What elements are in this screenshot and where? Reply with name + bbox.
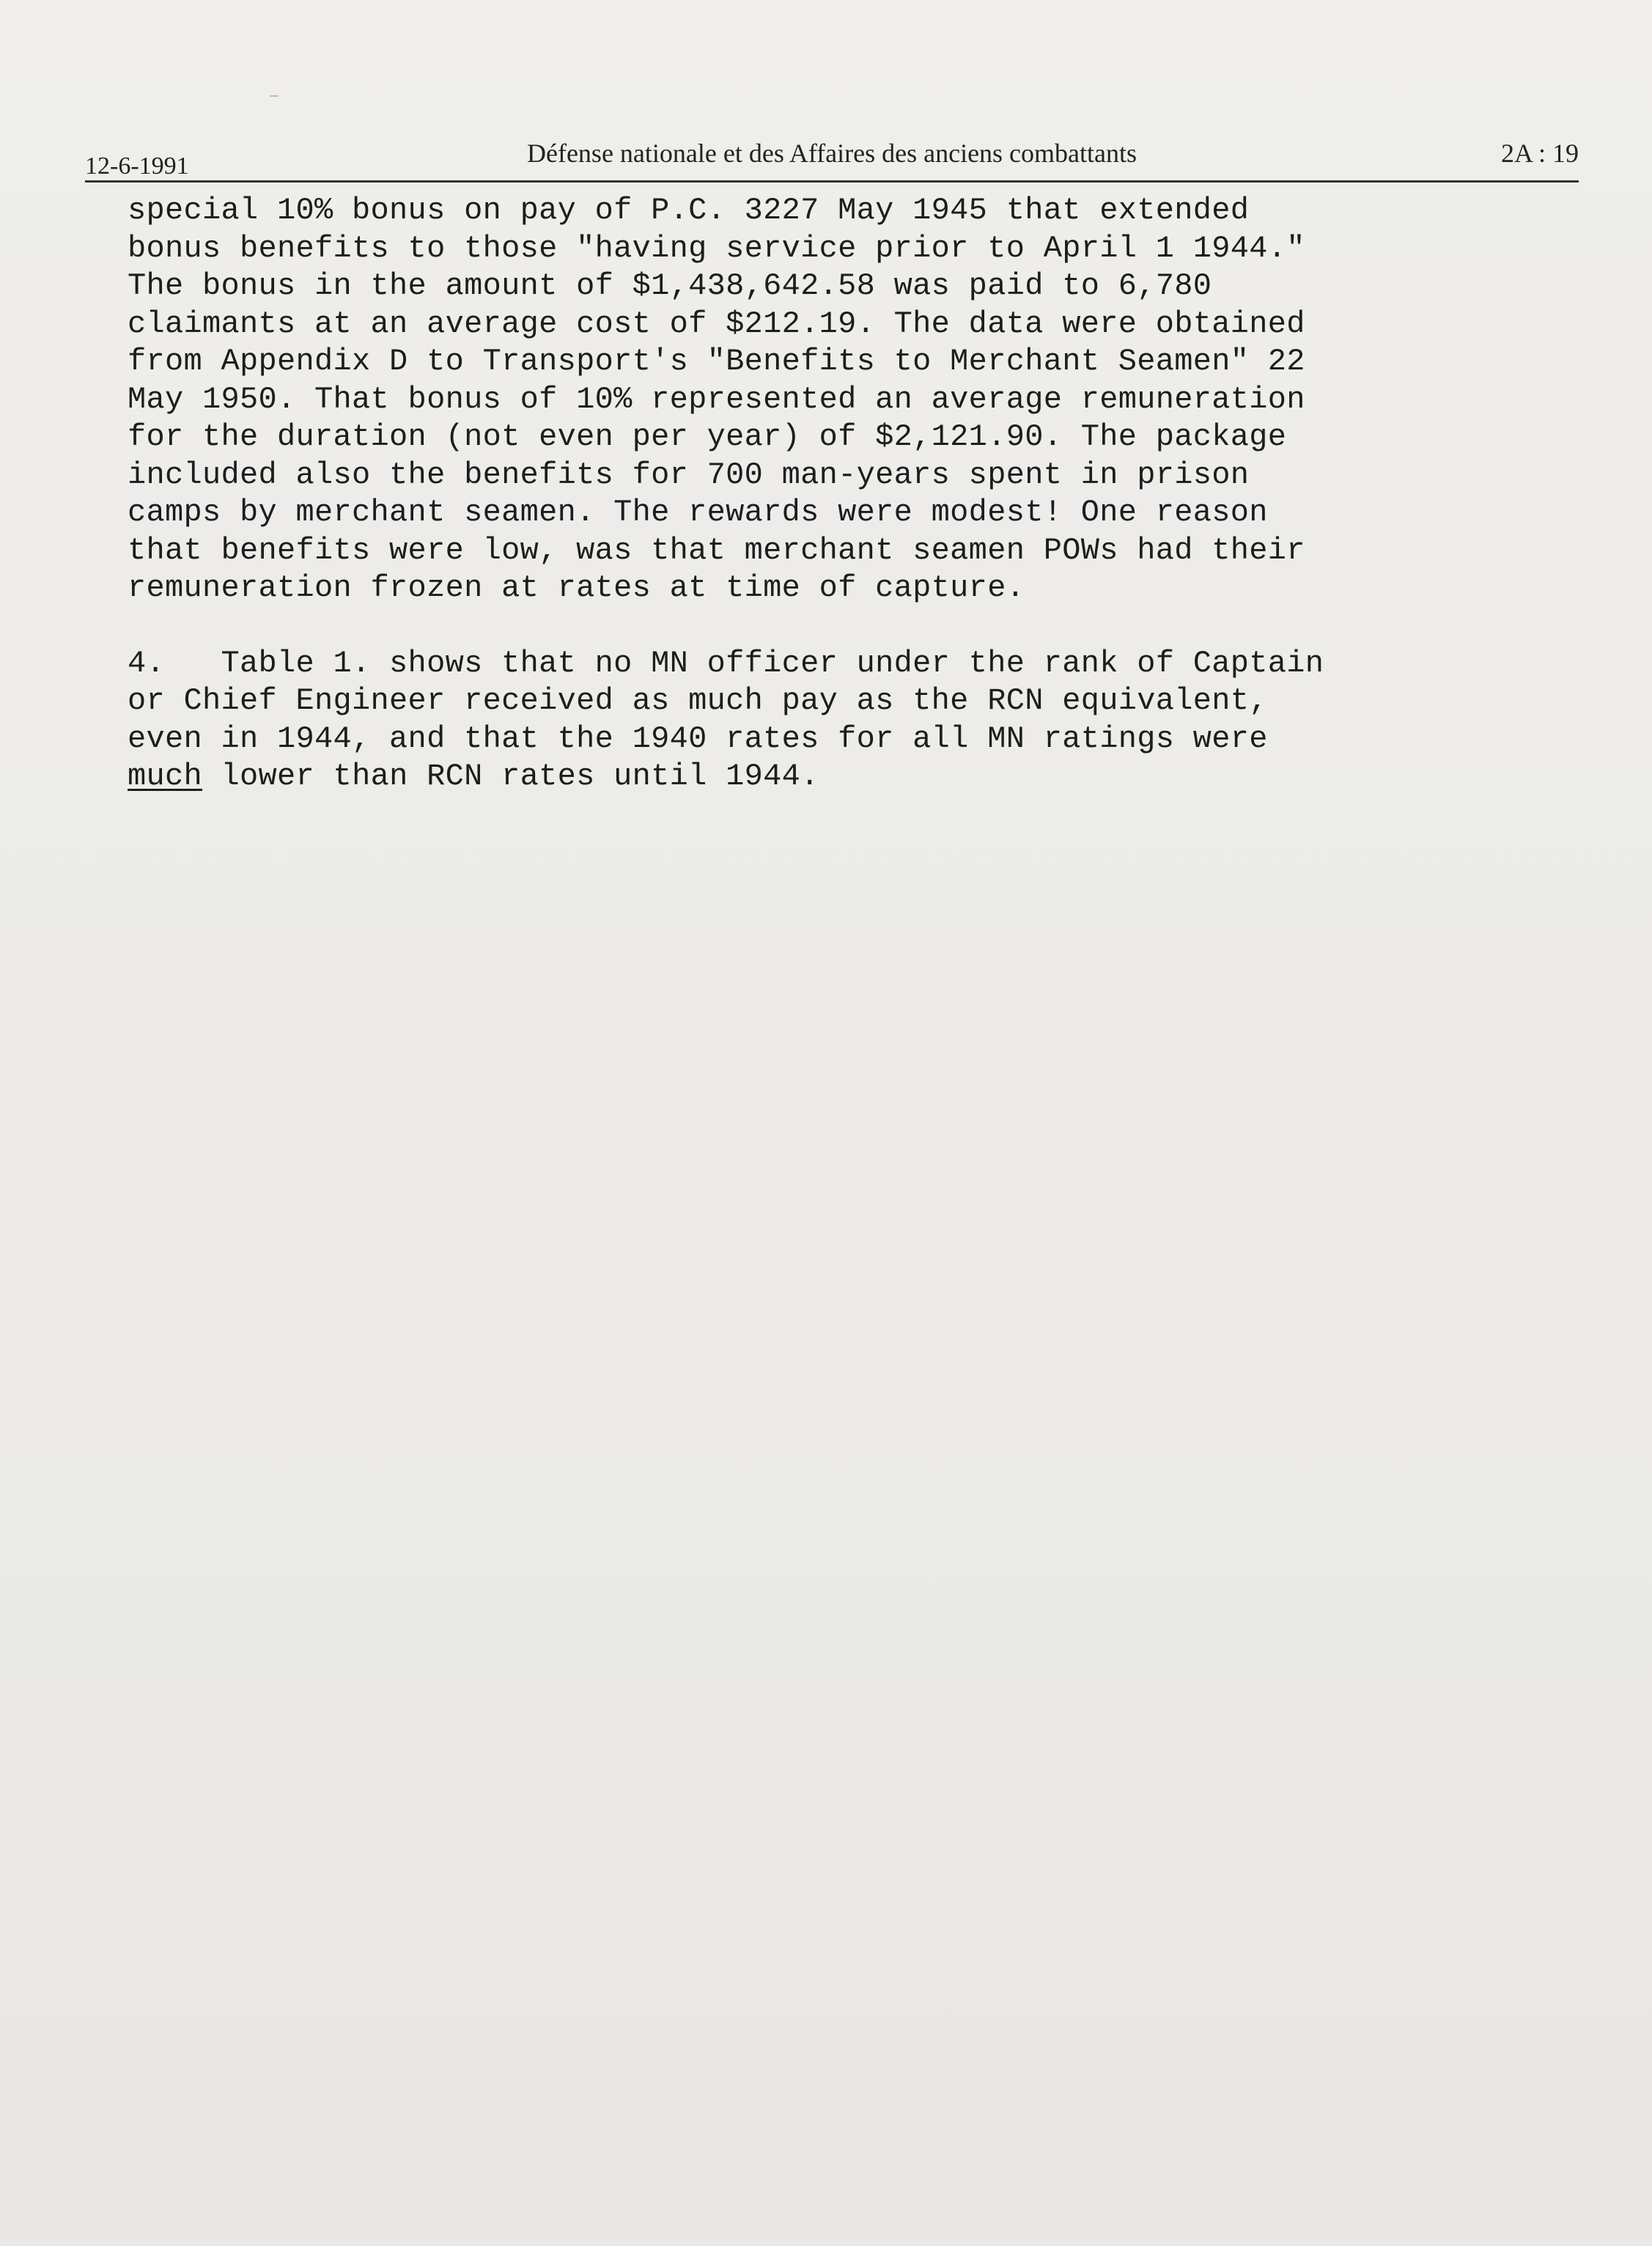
paragraph-gap: [128, 608, 1564, 645]
paragraph-bonus: [128, 192, 1564, 608]
underlined-word: much: [128, 759, 203, 794]
paragraph-table-note: [128, 645, 1564, 796]
text-line: camps by merchant seamen. The rewards were modest! One reason: [128, 495, 1268, 530]
text-line: bonus benefits to those "having service prior to April 1 1944.": [128, 230, 1305, 266]
text-line: even in 1944, and that the 1940 rates for all MN ratings were: [128, 721, 1268, 756]
text-line: remuneration frozen at rates at time of capture.: [128, 570, 1025, 605]
text-line: May 1950. That bonus of 10% represented an average remuneration: [128, 381, 1305, 417]
header-rule: [85, 180, 1579, 183]
text-line: The bonus in the amount of $1,438,642.58 was paid to 6,780: [128, 268, 1212, 303]
text-line: for the duration (not even per year) of $2,121.90. The package: [128, 419, 1287, 454]
text-line: or Chief Engineer received as much pay as the RCN equivalent,: [128, 683, 1268, 718]
text-line: from Appendix D to Transport's "Benefits to Merchant Seamen" 22: [128, 344, 1305, 379]
text-fragment: lower than RCN rates until 1944.: [202, 759, 819, 794]
text-line: claimants at an average cost of $212.19. The data were obtained: [128, 306, 1305, 342]
text-line: included also the benefits for 700 man-years spent in prison: [128, 457, 1250, 493]
scan-speck: [270, 95, 279, 97]
text-line: 4. Table 1. shows that no MN officer under the rank of Captain: [128, 645, 1324, 681]
body-text: [128, 192, 1564, 796]
text-line: that benefits were low, was that merchant seamen POWs had their: [128, 532, 1305, 568]
header-date: 12-6-1991: [85, 152, 189, 180]
header-page-number: 2A : 19: [1500, 139, 1579, 168]
text-line: [128, 758, 1564, 796]
header-title: Défense nationale et des Affaires des anciens combattants: [526, 139, 1137, 168]
page-header: [85, 132, 1579, 179]
text-line: special 10% bonus on pay of P.C. 3227 May 1945 that extended: [128, 193, 1250, 228]
